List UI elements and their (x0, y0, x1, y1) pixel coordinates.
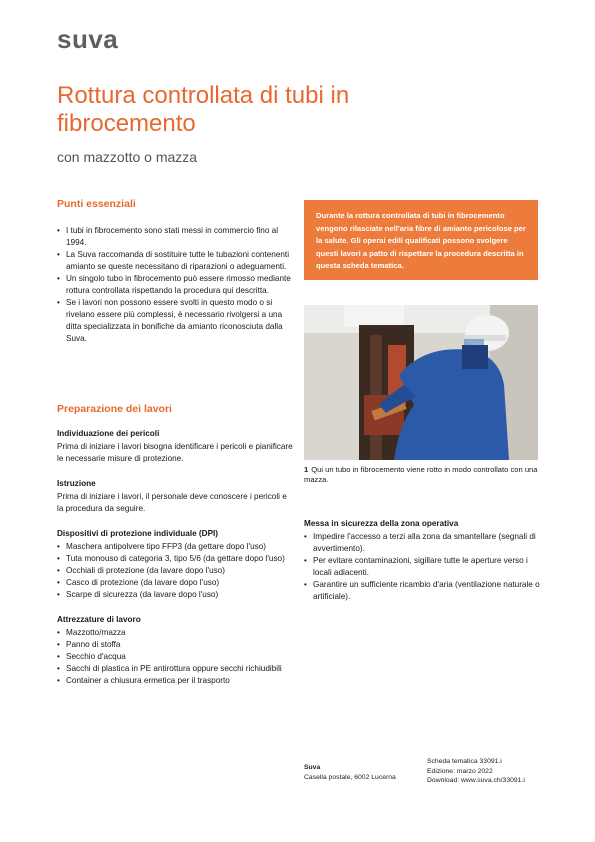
instruction-block (57, 478, 293, 515)
hazard-heading: Individuazione dei pericoli (57, 429, 160, 438)
list-item: • Scarpe di sicurezza (da lavare dopo l'uso) (57, 589, 293, 601)
list-item: • Panno di stoffa (57, 639, 293, 651)
instruction-text: Prima di iniziare i lavori, il personale deve conoscere i pericoli e la procedura da seguire. (57, 492, 287, 513)
list-item: • Garantire un sufficiente ricambio d'aria (ventilazione naturale o artificiale). (304, 579, 540, 603)
essentials-heading: Punti essenziali (57, 198, 136, 210)
list-item: • Container a chiusura ermetica per il trasporto (57, 675, 293, 687)
warning-callout: Durante la rottura controllata di tubi in fibrocemento vengono rilasciate nell'aria fibre di amianto pericolose per la salute. Gli operai edili qualificati possono svolgere questi lavori a patto di rispettare la procedura descritta in questa scheda tematica. (304, 200, 538, 280)
ppe-list (57, 541, 293, 601)
worker-illustration (304, 305, 538, 460)
essentials-section (57, 225, 293, 345)
preparation-section (57, 428, 293, 700)
list-item: • Per evitare contaminazioni, sigillare tutte le aperture verso i locali adiacenti. (304, 555, 540, 579)
securing-list (304, 531, 540, 603)
list-item: • Mazzotto/mazza (57, 627, 293, 639)
securing-section (304, 518, 540, 603)
footer-edition: Edizione: marzo 2022 (427, 767, 493, 775)
list-item: • Occhiali di protezione (da lavare dopo l'uso) (57, 565, 293, 577)
tools-heading: Attrezzature di lavoro (57, 615, 141, 624)
list-item: • Impedire l'accesso a terzi alla zona da smantellare (segnali di avvertimento). (304, 531, 540, 555)
tools-list (57, 627, 293, 687)
list-item: • Secchio d'acqua (57, 651, 293, 663)
ppe-heading: Dispositivi di protezione individuale (DPI) (57, 529, 219, 538)
page-title: Rottura controllata di tubi in fibrocemento (57, 82, 350, 137)
list-item: • Sacchi di plastica in PE antirottura oppure secchi richiudibili (57, 663, 293, 675)
footer-address (304, 763, 396, 782)
ppe-block (57, 528, 293, 601)
suva-logo: suva (57, 24, 119, 54)
page-subtitle: con mazzotto o mazza (57, 149, 198, 165)
footer-download-link[interactable]: Download: www.suva.ch/33091.i (427, 777, 525, 784)
preparation-heading: Preparazione dei lavori (57, 403, 172, 415)
essentials-list (57, 225, 293, 345)
instruction-heading: Istruzione (57, 479, 96, 488)
footer-postal: Casella postale, 6002 Lucerna (304, 773, 396, 781)
hazard-text: Prima di iniziare i lavori bisogna identificare i pericoli e pianificare le necessarie misure di protezione. (57, 442, 293, 463)
footer-info (427, 757, 525, 786)
list-item: • I tubi in fibrocemento sono stati messi in commercio fino al 1994. (57, 225, 293, 249)
footer-sheet: Scheda tematica 33091.i (427, 758, 502, 765)
list-item: • La Suva raccomanda di sostituire tutte le tubazioni contenenti amianto se queste necessitano di riparazioni o adeguamenti. (57, 249, 293, 273)
list-item: • Se i lavori non possono essere svolti in questo modo o si rivelano essere più complessi, è necessario rivolgersi a una ditta specializzata in bonifiche da amianto riconosciuta dalla Suva. (57, 297, 293, 345)
footer-org: Suva (304, 764, 321, 771)
caption-number: 1 (304, 465, 309, 474)
hazard-block (57, 428, 293, 465)
caption-text: Qui un tubo in fibrocemento viene rotto in modo controllato con una mazza. (304, 465, 538, 484)
tools-block (57, 614, 293, 687)
list-item: • Maschera antipolvere tipo FFP3 (da gettare dopo l'uso) (57, 541, 293, 553)
list-item: • Un singolo tubo in fibrocemento può essere rimosso mediante rottura controllata rispettando la procedura qui descritta. (57, 273, 293, 297)
list-item: • Tuta monouso di categoria 3, tipo 5/6 (da gettare dopo l'uso) (57, 553, 293, 565)
securing-heading: Messa in sicurezza della zona operativa (304, 519, 459, 528)
list-item: • Casco di protezione (da lavare dopo l'uso) (57, 577, 293, 589)
worker-photo (304, 305, 538, 460)
photo-caption (304, 465, 540, 485)
